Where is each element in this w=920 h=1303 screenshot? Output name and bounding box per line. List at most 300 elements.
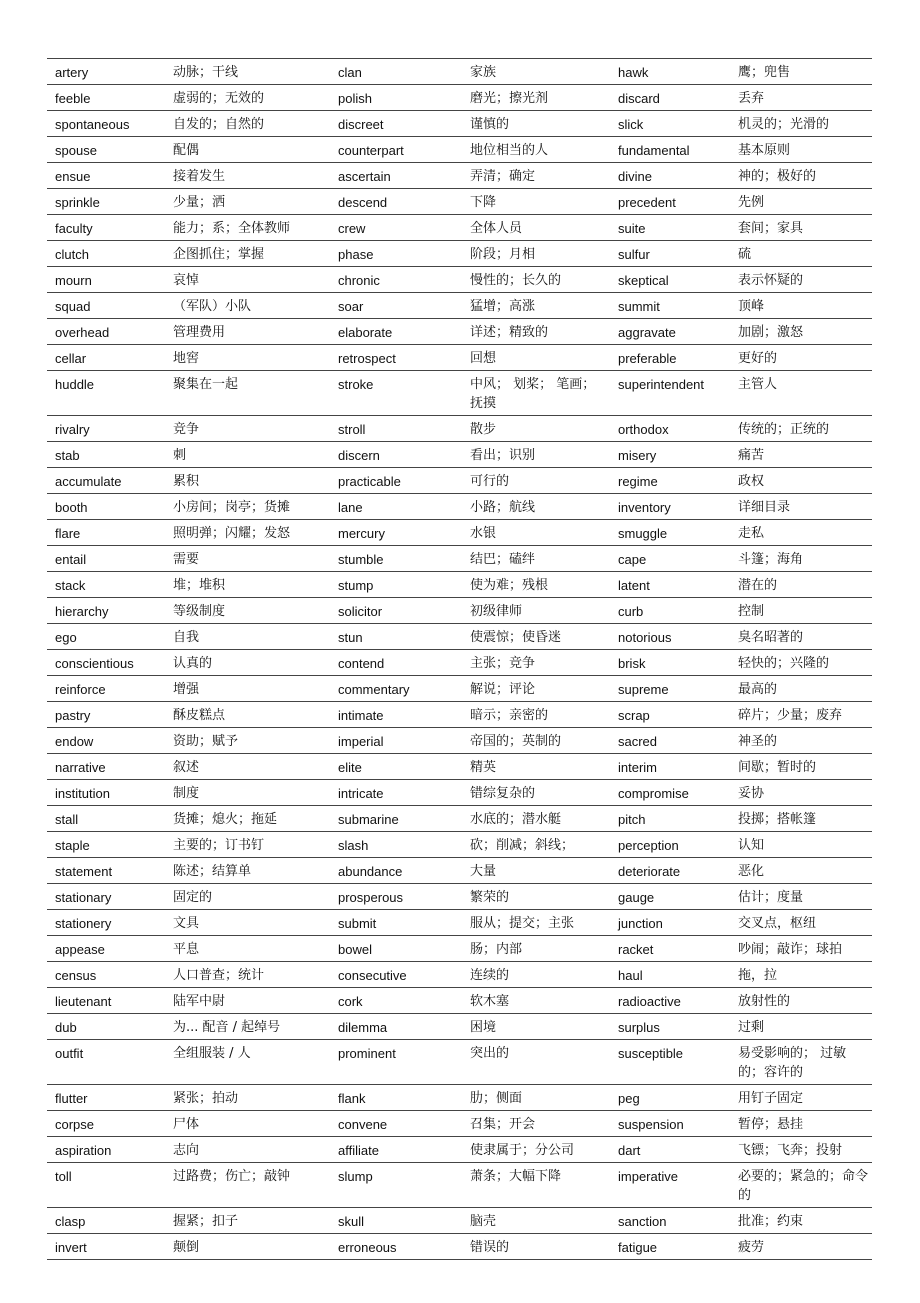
vocabulary-page (47, 58, 872, 1260)
chinese-meaning: 配偶 (173, 143, 200, 158)
english-word: brisk (618, 656, 646, 671)
chinese-meaning: 虚弱的；无效的 (173, 91, 265, 106)
english-word: sprinkle (55, 195, 100, 210)
english-word: dub (55, 1020, 77, 1035)
chinese-meaning: 困境 (470, 1020, 497, 1035)
english-word: bowel (338, 942, 372, 957)
chinese-meaning: 认真的 (173, 656, 213, 671)
english-word: erroneous (338, 1240, 397, 1255)
chinese-meaning: 需要 (173, 552, 200, 567)
english-word: preferable (618, 351, 677, 366)
chinese-meaning: 鹰；兜售 (738, 65, 791, 80)
chinese-meaning: 疲劳 (738, 1240, 765, 1255)
chinese-meaning: 使为难；残根 (470, 578, 549, 593)
table-row (47, 962, 872, 988)
english-word: clan (338, 65, 362, 80)
table-row (47, 858, 872, 884)
english-word: rivalry (55, 422, 90, 437)
english-word: smuggle (618, 526, 668, 541)
english-word: discern (338, 448, 380, 463)
english-word: compromise (618, 786, 689, 801)
table-row (47, 806, 872, 832)
chinese-meaning: 全组服装 / 人 (173, 1046, 251, 1061)
english-word: elaborate (338, 325, 393, 340)
english-word: slash (338, 838, 369, 853)
chinese-meaning: 错综复杂的 (470, 786, 536, 801)
chinese-meaning: 货摊；熄火；拖延 (173, 812, 278, 827)
chinese-meaning: 召集；开会 (470, 1117, 536, 1132)
chinese-meaning: 水底的；潜水艇 (470, 812, 562, 827)
table-row (47, 1137, 872, 1163)
chinese-meaning: 资助；赋予 (173, 734, 239, 749)
english-word: entail (55, 552, 87, 567)
table-row (47, 111, 872, 137)
table-row (47, 910, 872, 936)
chinese-meaning: 政权 (738, 474, 765, 489)
chinese-meaning: 丢弃 (738, 91, 765, 106)
english-word: racket (618, 942, 654, 957)
english-word: staple (55, 838, 90, 853)
table-row (47, 137, 872, 163)
chinese-meaning: 先例 (738, 195, 765, 210)
chinese-meaning: 磨光；擦光剂 (470, 91, 549, 106)
english-word: sulfur (618, 247, 650, 262)
chinese-meaning: 飞镖；飞奔；投射 (738, 1143, 843, 1158)
english-word: stack (55, 578, 86, 593)
english-word: junction (618, 916, 663, 931)
chinese-meaning: 紧张；拍动 (173, 1091, 239, 1106)
chinese-meaning: 回想 (470, 351, 497, 366)
chinese-meaning: 志向 (173, 1143, 200, 1158)
english-word: submarine (338, 812, 399, 827)
english-word: sanction (618, 1214, 667, 1229)
english-word: curb (618, 604, 644, 619)
table-row (47, 728, 872, 754)
english-word: narrative (55, 760, 106, 775)
english-word: artery (55, 65, 89, 80)
english-word: corpse (55, 1117, 95, 1132)
english-word: divine (618, 169, 652, 184)
table-row (47, 1111, 872, 1137)
english-word: cape (618, 552, 647, 567)
chinese-meaning: 小路；航线 (470, 500, 536, 515)
chinese-meaning: 水银 (470, 526, 497, 541)
english-word: stumble (338, 552, 384, 567)
table-row (47, 163, 872, 189)
english-word: imperial (338, 734, 384, 749)
chinese-meaning: 自我 (173, 630, 200, 645)
chinese-meaning: 慢性的；长久的 (470, 273, 562, 288)
english-word: superintendent (618, 377, 705, 392)
english-word: outfit (55, 1046, 84, 1061)
english-word: stroke (338, 377, 374, 392)
chinese-meaning: 哀悼 (173, 273, 200, 288)
english-word: pitch (618, 812, 646, 827)
chinese-meaning: 批准；约束 (738, 1214, 804, 1229)
english-word: cellar (55, 351, 87, 366)
english-word: solicitor (338, 604, 383, 619)
chinese-meaning: 下降 (470, 195, 497, 210)
english-word: stun (338, 630, 363, 645)
english-word: invert (55, 1240, 87, 1255)
english-word: interim (618, 760, 658, 775)
english-word: hawk (618, 65, 649, 80)
english-word: aspiration (55, 1143, 112, 1158)
chinese-meaning: 累积 (173, 474, 200, 489)
chinese-meaning: 固定的 (173, 890, 213, 905)
english-word: booth (55, 500, 88, 515)
chinese-meaning: 繁荣的 (470, 890, 510, 905)
chinese-meaning: 少量；洒 (173, 195, 226, 210)
english-word: consecutive (338, 968, 407, 983)
table-row (47, 319, 872, 345)
table-row (47, 1040, 872, 1085)
chinese-meaning: 恶化 (738, 864, 765, 879)
english-word: suspension (618, 1117, 684, 1132)
chinese-meaning: 斗篷；海角 (738, 552, 804, 567)
chinese-meaning: 用钉子固定 (738, 1091, 804, 1106)
chinese-meaning: 连续的 (470, 968, 510, 983)
table-row (47, 650, 872, 676)
english-word: regime (618, 474, 658, 489)
chinese-meaning: （军队）小队 (173, 299, 252, 314)
table-row (47, 884, 872, 910)
chinese-meaning: 套间；家具 (738, 221, 804, 236)
chinese-meaning: 错误的 (470, 1240, 510, 1255)
english-word: slick (618, 117, 644, 132)
chinese-meaning: 过剩 (738, 1020, 765, 1035)
english-word: dart (618, 1143, 641, 1158)
english-word: suite (618, 221, 646, 236)
chinese-meaning: 酥皮糕点 (173, 708, 226, 723)
chinese-meaning: 认知 (738, 838, 765, 853)
english-word: faculty (55, 221, 93, 236)
english-word: feeble (55, 91, 91, 106)
chinese-meaning: 握紧；扣子 (173, 1214, 239, 1229)
english-word: mercury (338, 526, 385, 541)
english-word: conscientious (55, 656, 134, 671)
english-word: huddle (55, 377, 95, 392)
chinese-meaning: 控制 (738, 604, 765, 619)
vocabulary-table-body (47, 59, 872, 1260)
chinese-meaning: 全体人员 (470, 221, 523, 236)
english-word: institution (55, 786, 110, 801)
english-word: aggravate (618, 325, 676, 340)
english-word: census (55, 968, 97, 983)
chinese-meaning: 传统的；正统的 (738, 422, 830, 437)
chinese-meaning: 拖，拉 (738, 968, 778, 983)
english-word: summit (618, 299, 660, 314)
chinese-meaning: 痛苦 (738, 448, 765, 463)
english-word: spouse (55, 143, 97, 158)
chinese-meaning: 阶段；月相 (470, 247, 536, 262)
table-row (47, 988, 872, 1014)
english-word: crew (338, 221, 366, 236)
chinese-meaning: 详细目录 (738, 500, 791, 515)
english-word: ascertain (338, 169, 391, 184)
chinese-meaning: 动脉；干线 (173, 65, 239, 80)
table-row (47, 1163, 872, 1208)
english-word: surplus (618, 1020, 660, 1035)
english-word: counterpart (338, 143, 404, 158)
chinese-meaning: 弄清；确定 (470, 169, 536, 184)
english-word: cork (338, 994, 363, 1009)
english-word: appease (55, 942, 105, 957)
chinese-meaning: 砍；削减；斜线； (470, 838, 575, 853)
table-row (47, 598, 872, 624)
english-word: abundance (338, 864, 403, 879)
english-word: stationary (55, 890, 112, 905)
english-word: imperative (618, 1169, 678, 1184)
chinese-meaning: 平息 (173, 942, 200, 957)
english-word: ensue (55, 169, 91, 184)
chinese-meaning: 中风； 划桨； 笔画； 抚摸 (470, 377, 596, 411)
table-row (47, 676, 872, 702)
english-word: affiliate (338, 1143, 379, 1158)
chinese-meaning: 散步 (470, 422, 497, 437)
english-word: notorious (618, 630, 672, 645)
table-row (47, 1014, 872, 1040)
chinese-meaning: 陈述；结算单 (173, 864, 252, 879)
english-word: soar (338, 299, 364, 314)
chinese-meaning: 刺 (173, 448, 187, 463)
chinese-meaning: 看出；识别 (470, 448, 536, 463)
chinese-meaning: 碎片；少量；废弃 (738, 708, 843, 723)
table-row (47, 936, 872, 962)
english-word: deteriorate (618, 864, 681, 879)
english-word: slump (338, 1169, 373, 1184)
table-row (47, 189, 872, 215)
chinese-meaning: 自发的；自然的 (173, 117, 265, 132)
chinese-meaning: 机灵的；光滑的 (738, 117, 830, 132)
table-row (47, 59, 872, 85)
english-word: precedent (618, 195, 676, 210)
english-word: inventory (618, 500, 671, 515)
english-word: skull (338, 1214, 365, 1229)
chinese-meaning: 肋；侧面 (470, 1091, 523, 1106)
chinese-meaning: 为... 配音 / 起绰号 (173, 1020, 281, 1035)
english-word: stroll (338, 422, 366, 437)
chinese-meaning: 肠；内部 (470, 942, 523, 957)
chinese-meaning: 文具 (173, 916, 200, 931)
chinese-meaning: 暗示；亲密的 (470, 708, 549, 723)
english-word: toll (55, 1169, 72, 1184)
chinese-meaning: 解说；评论 (470, 682, 536, 697)
english-word: clutch (55, 247, 89, 262)
table-row (47, 215, 872, 241)
chinese-meaning: 软木塞 (470, 994, 510, 1009)
chinese-meaning: 聚集在一起 (173, 377, 239, 392)
chinese-meaning: 堆；堆积 (173, 578, 226, 593)
chinese-meaning: 吵闹；敲诈；球拍 (738, 942, 843, 957)
chinese-meaning: 增强 (173, 682, 200, 697)
english-word: lane (338, 500, 363, 515)
english-word: supreme (618, 682, 669, 697)
table-row (47, 780, 872, 806)
chinese-meaning: 陆军中尉 (173, 994, 226, 1009)
english-word: haul (618, 968, 643, 983)
chinese-meaning: 交叉点，枢纽 (738, 916, 817, 931)
table-row (47, 546, 872, 572)
table-row (47, 572, 872, 598)
table-row (47, 832, 872, 858)
chinese-meaning: 地窖 (173, 351, 200, 366)
chinese-meaning: 管理费用 (173, 325, 226, 340)
table-row (47, 1234, 872, 1260)
english-word: susceptible (618, 1046, 684, 1061)
english-word: latent (618, 578, 650, 593)
english-word: polish (338, 91, 372, 106)
english-word: discreet (338, 117, 384, 132)
chinese-meaning: 地位相当的人 (470, 143, 549, 158)
chinese-meaning: 加剧；激怒 (738, 325, 804, 340)
english-word: dilemma (338, 1020, 388, 1035)
chinese-meaning: 顶峰 (738, 299, 765, 314)
chinese-meaning: 家族 (470, 65, 497, 80)
chinese-meaning: 脑壳 (470, 1214, 497, 1229)
english-word: misery (618, 448, 657, 463)
chinese-meaning: 主管人 (738, 377, 778, 392)
chinese-meaning: 尸体 (173, 1117, 200, 1132)
chinese-meaning: 颠倒 (173, 1240, 200, 1255)
chinese-meaning: 投掷；搭帐篷 (738, 812, 817, 827)
english-word: gauge (618, 890, 655, 905)
english-word: sacred (618, 734, 658, 749)
chinese-meaning: 萧条；大幅下降 (470, 1169, 562, 1184)
chinese-meaning: 人口普查；统计 (173, 968, 265, 983)
english-word: commentary (338, 682, 410, 697)
english-word: flare (55, 526, 81, 541)
chinese-meaning: 竞争 (173, 422, 200, 437)
english-word: practicable (338, 474, 401, 489)
chinese-meaning: 突出的 (470, 1046, 510, 1061)
english-word: descend (338, 195, 388, 210)
chinese-meaning: 放射性的 (738, 994, 791, 1009)
english-word: chronic (338, 273, 380, 288)
english-word: flank (338, 1091, 366, 1106)
english-word: mourn (55, 273, 92, 288)
english-word: spontaneous (55, 117, 130, 132)
chinese-meaning: 必要的；紧急的；命令的 (738, 1169, 869, 1203)
chinese-meaning: 使震惊；使昏迷 (470, 630, 562, 645)
chinese-meaning: 轻快的；兴隆的 (738, 656, 830, 671)
chinese-meaning: 服从；提交；主张 (470, 916, 575, 931)
english-word: phase (338, 247, 374, 262)
chinese-meaning: 过路费；伤亡；敲钟 (173, 1169, 291, 1184)
table-row (47, 702, 872, 728)
table-row (47, 754, 872, 780)
chinese-meaning: 猛增；高涨 (470, 299, 536, 314)
chinese-meaning: 暂停；悬挂 (738, 1117, 804, 1132)
chinese-meaning: 制度 (173, 786, 200, 801)
english-word: discard (618, 91, 660, 106)
table-row (47, 371, 872, 416)
english-word: squad (55, 299, 91, 314)
english-word: overhead (55, 325, 110, 340)
english-word: ego (55, 630, 77, 645)
english-word: clasp (55, 1214, 86, 1229)
chinese-meaning: 帝国的；英制的 (470, 734, 562, 749)
chinese-meaning: 妥协 (738, 786, 765, 801)
table-row (47, 468, 872, 494)
english-word: flutter (55, 1091, 88, 1106)
english-word: reinforce (55, 682, 106, 697)
chinese-meaning: 照明弹；闪耀；发怒 (173, 526, 291, 541)
english-word: stationery (55, 916, 112, 931)
chinese-meaning: 主要的；订书钉 (173, 838, 265, 853)
vocabulary-table (47, 58, 872, 1260)
chinese-meaning: 易受影响的； 过敏的；容许的 (738, 1046, 847, 1080)
table-row (47, 293, 872, 319)
english-word: lieutenant (55, 994, 112, 1009)
english-word: statement (55, 864, 113, 879)
english-word: pastry (55, 708, 91, 723)
english-word: prominent (338, 1046, 396, 1061)
chinese-meaning: 能力；系；全体教师 (173, 221, 291, 236)
table-row (47, 624, 872, 650)
table-row (47, 416, 872, 442)
english-word: intricate (338, 786, 384, 801)
english-word: retrospect (338, 351, 396, 366)
english-word: accumulate (55, 474, 122, 489)
english-word: endow (55, 734, 94, 749)
english-word: submit (338, 916, 377, 931)
chinese-meaning: 结巴；磕绊 (470, 552, 536, 567)
chinese-meaning: 接着发生 (173, 169, 226, 184)
chinese-meaning: 臭名昭著的 (738, 630, 804, 645)
table-row (47, 267, 872, 293)
english-word: fatigue (618, 1240, 658, 1255)
chinese-meaning: 等级制度 (173, 604, 226, 619)
chinese-meaning: 详述；精致的 (470, 325, 549, 340)
chinese-meaning: 小房间；岗亭；货摊 (173, 500, 291, 515)
table-row (47, 1085, 872, 1111)
english-word: fundamental (618, 143, 690, 158)
english-word: peg (618, 1091, 640, 1106)
chinese-meaning: 表示怀疑的 (738, 273, 804, 288)
chinese-meaning: 估计；度量 (738, 890, 804, 905)
english-word: orthodox (618, 422, 669, 437)
english-word: intimate (338, 708, 384, 723)
table-row (47, 520, 872, 546)
chinese-meaning: 最高的 (738, 682, 778, 697)
english-word: elite (338, 760, 362, 775)
chinese-meaning: 主张；竞争 (470, 656, 536, 671)
english-word: stall (55, 812, 79, 827)
english-word: radioactive (618, 994, 681, 1009)
chinese-meaning: 谨慎的 (470, 117, 510, 132)
english-word: convene (338, 1117, 388, 1132)
english-word: scrap (618, 708, 650, 723)
chinese-meaning: 精英 (470, 760, 497, 775)
table-row (47, 241, 872, 267)
english-word: stab (55, 448, 80, 463)
table-row (47, 85, 872, 111)
chinese-meaning: 初级律师 (470, 604, 523, 619)
table-row (47, 442, 872, 468)
english-word: skeptical (618, 273, 669, 288)
table-row (47, 1208, 872, 1234)
chinese-meaning: 间歇；暂时的 (738, 760, 817, 775)
chinese-meaning: 硫 (738, 247, 752, 262)
english-word: hierarchy (55, 604, 109, 619)
english-word: contend (338, 656, 385, 671)
table-row (47, 494, 872, 520)
chinese-meaning: 更好的 (738, 351, 778, 366)
chinese-meaning: 走私 (738, 526, 765, 541)
english-word: perception (618, 838, 679, 853)
chinese-meaning: 基本原则 (738, 143, 791, 158)
